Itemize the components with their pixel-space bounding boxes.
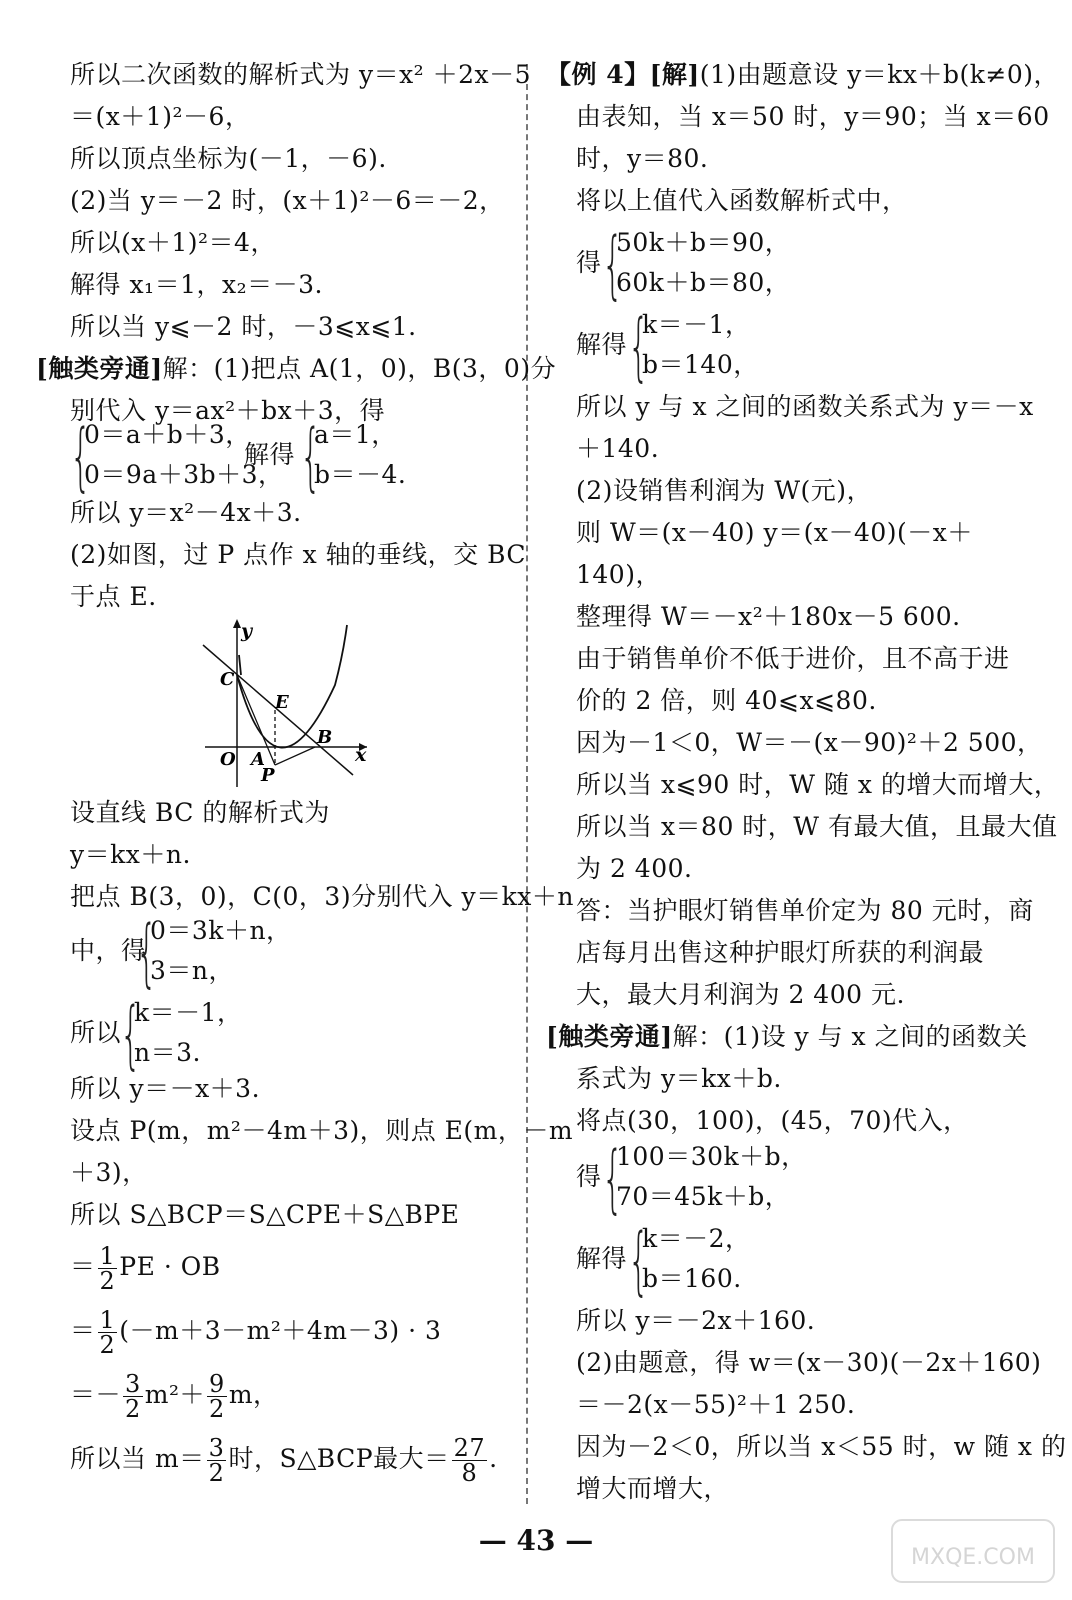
- equation: 50k＋b＝90，: [616, 228, 791, 257]
- fraction: [98, 1308, 118, 1357]
- text-line: 将点(30，100)，(45，70)代入，: [576, 1106, 969, 1135]
- text-line: 所以顶点坐标为(－1，－6).: [70, 144, 387, 173]
- text-line: 140)，: [576, 560, 661, 589]
- text-line: (2)由题意，得 w＝(x－30)(－2x＋160): [576, 1348, 1042, 1377]
- left-brace: {: [628, 304, 650, 390]
- left-brace: {: [70, 414, 92, 500]
- parabola-curve: [239, 655, 241, 675]
- text-line: 由表知，当 x＝50 时，y＝90；当 x＝60: [576, 102, 1050, 131]
- equation: 60k＋b＝80，: [616, 268, 791, 297]
- label-b: B: [317, 727, 333, 748]
- fraction: [452, 1436, 488, 1485]
- text-line: 整理得 W＝－x²＋180x－5 600.: [576, 602, 961, 631]
- left-brace: {: [628, 1218, 650, 1304]
- left-brace: {: [120, 992, 142, 1078]
- page-number: — 43 —: [478, 1524, 594, 1557]
- text-span: .: [489, 1444, 498, 1473]
- text-line: 设直线 BC 的解析式为: [70, 798, 330, 827]
- text-span: 所以: [70, 1018, 122, 1047]
- text-span: ＝－: [70, 1380, 122, 1409]
- text-line: 店每月出售这种护眼灯所获的利润最: [576, 938, 985, 967]
- text-line: 所以当 y⩽－2 时，－3⩽x⩽1.: [70, 312, 417, 341]
- fraction: [207, 1436, 227, 1485]
- left-brace: {: [602, 1136, 624, 1222]
- denominator: 2: [99, 1267, 116, 1295]
- text-span: 解得: [576, 1244, 628, 1273]
- section-label: [触类旁通]: [546, 1022, 673, 1051]
- text-line: [546, 58, 1059, 92]
- equation: n＝3.: [134, 1038, 201, 1067]
- text-line: 别代入 y＝ax²＋bx＋3，得: [70, 396, 386, 425]
- text-span: 时，S△BCP最大＝: [228, 1444, 450, 1473]
- text-line: y＝kx＋n.: [70, 840, 191, 869]
- watermark-text: MXQE.COM: [911, 1545, 1035, 1570]
- text-line: 所以当 x⩽90 时，W 随 x 的增大而增大，: [576, 770, 1060, 799]
- numerator: 3: [208, 1434, 225, 1462]
- equation: k＝－1，: [642, 310, 751, 339]
- formula-line: [70, 1304, 441, 1358]
- equation: k＝－1，: [134, 998, 243, 1027]
- text-line: 时，y＝80.: [576, 144, 709, 173]
- fraction: [123, 1372, 143, 1421]
- watermark-logo: [888, 1516, 1058, 1586]
- text-span: 解得: [576, 330, 628, 359]
- label-y: y: [241, 620, 253, 642]
- text-span: 所以当 m＝: [70, 1444, 205, 1473]
- text-span: 得: [576, 1162, 602, 1191]
- text-span: 得: [576, 248, 602, 277]
- equation: b＝140，: [642, 350, 759, 379]
- left-brace: {: [300, 414, 322, 500]
- denominator: 2: [209, 1395, 225, 1423]
- equation: b＝－4.: [314, 460, 407, 489]
- left-brace: {: [136, 910, 158, 996]
- equation: k＝－2，: [642, 1224, 751, 1253]
- left-brace: {: [602, 222, 624, 308]
- text-span: (1)由题意设 y＝kx＋b(k≠0)，: [699, 60, 1060, 89]
- equation: 0＝9a＋3b＋3，: [84, 460, 284, 489]
- text-line: 为 2 400.: [576, 854, 693, 883]
- formula-line: [70, 1368, 279, 1422]
- text-line: 答：当护眼灯销售单价定为 80 元时，商: [576, 896, 1034, 925]
- text-line: ＋140.: [576, 434, 660, 463]
- equation: 3＝n，: [150, 956, 235, 985]
- text-line: (2)设销售利润为 W(元)，: [576, 476, 873, 505]
- equation: 100＝30k＋b，: [616, 1142, 807, 1171]
- section-label: 【例 4】[解]: [546, 60, 700, 89]
- text-line: 所以二次函数的解析式为 y＝x² ＋2x－5: [70, 60, 532, 89]
- numerator: 1: [99, 1306, 116, 1334]
- text-line: 价的 2 倍，则 40⩽x⩽80.: [576, 686, 877, 715]
- text-line: 所以 y＝x²－4x＋3.: [70, 498, 302, 527]
- formula-line: [70, 1240, 221, 1294]
- section-label: [触类旁通]: [36, 354, 163, 383]
- text-span: 中，得: [70, 936, 147, 965]
- text-span: 解：(1)设 y 与 x 之间的函数关: [672, 1022, 1028, 1051]
- text-line: 增大而增大，: [576, 1474, 730, 1503]
- label-c: C: [220, 669, 235, 690]
- fraction: [98, 1244, 118, 1293]
- text-line: [546, 1020, 1028, 1054]
- text-line: 所以(x＋1)²＝4，: [70, 228, 276, 257]
- segment-pb: [275, 747, 315, 765]
- equation: 0＝a＋b＋3，: [84, 420, 251, 449]
- denominator: 2: [208, 1459, 225, 1487]
- text-span: ＝: [70, 1252, 96, 1281]
- numerator: 3: [125, 1370, 141, 1398]
- equation: a＝1，: [314, 420, 397, 449]
- text-span: m²＋: [144, 1380, 206, 1409]
- text-line: 设点 P(m，m²－4m＋3)，则点 E(m，－m: [70, 1116, 574, 1145]
- text-line: 所以当 x＝80 时，W 有最大值，且最大值: [576, 812, 1058, 841]
- text-line: 将以上值代入函数解析式中，: [576, 186, 908, 215]
- equation: b＝160.: [642, 1264, 742, 1293]
- column-divider: [526, 64, 528, 1504]
- denominator: 2: [99, 1331, 116, 1359]
- y-axis-arrow: [233, 619, 241, 628]
- text-line: 所以 y＝－x＋3.: [70, 1074, 261, 1103]
- text-line: 由于销售单价不低于进价，且不高于进: [576, 644, 1010, 673]
- text-span: PE · OB: [119, 1252, 221, 1281]
- text-line: 所以 y 与 x 之间的函数关系式为 y＝－x: [576, 392, 1034, 421]
- text-line: ＋3)，: [70, 1158, 148, 1187]
- text-line: 于点 E.: [70, 582, 157, 611]
- text-line: 系式为 y＝kx＋b.: [576, 1064, 782, 1093]
- text-line: 大，最大月利润为 2 400 元.: [576, 980, 905, 1009]
- parabola-figure: [195, 615, 375, 790]
- text-line: 解得 x₁＝1，x₂＝－3.: [70, 270, 323, 299]
- text-line: (2)当 y＝－2 时，(x＋1)²－6＝－2，: [70, 186, 505, 215]
- text-span: m，: [228, 1380, 279, 1409]
- text-span: ＝: [70, 1316, 96, 1345]
- text-line: (2)如图，过 P 点作 x 轴的垂线，交 BC: [70, 540, 527, 569]
- label-e: E: [275, 692, 289, 713]
- numerator: 1: [99, 1242, 116, 1270]
- text-line: 所以 S△BCP＝S△CPE＋S△BPE: [70, 1200, 460, 1229]
- text-line: 把点 B(3，0)，C(0，3)分别代入 y＝kx＋n: [70, 882, 575, 911]
- equation: 0＝3k＋n，: [150, 916, 292, 945]
- text-line: 所以 y＝－2x＋160.: [576, 1306, 816, 1335]
- fraction: [207, 1372, 227, 1421]
- denominator: 2: [125, 1395, 141, 1423]
- text-span: 解：(1)把点 A(1，0)，B(3，0)分: [162, 354, 557, 383]
- label-p: P: [261, 765, 275, 786]
- text-span: (－m＋3－m²＋4m－3) · 3: [119, 1316, 442, 1345]
- label-x: x: [355, 744, 367, 766]
- denominator: 8: [461, 1459, 478, 1487]
- numerator: 27: [453, 1434, 486, 1462]
- text-line: ＝(x＋1)²－6，: [70, 102, 251, 131]
- formula-line: [70, 1432, 498, 1486]
- text-line: 因为－2＜0，所以当 x＜55 时，w 随 x 的: [576, 1432, 1067, 1461]
- text-line: ＝－2(x－55)²＋1 250.: [576, 1390, 856, 1419]
- text-line: [36, 352, 556, 386]
- text-line: 因为－1＜0，W＝－(x－90)²＋2 500，: [576, 728, 1043, 757]
- label-a: A: [251, 749, 265, 770]
- text-span: 解得: [244, 440, 296, 469]
- numerator: 9: [209, 1370, 225, 1398]
- equation: 70＝45k＋b，: [616, 1182, 791, 1211]
- text-line: 则 W＝(x－40) y＝(x－40)(－x＋: [576, 518, 973, 547]
- label-o: O: [220, 749, 236, 770]
